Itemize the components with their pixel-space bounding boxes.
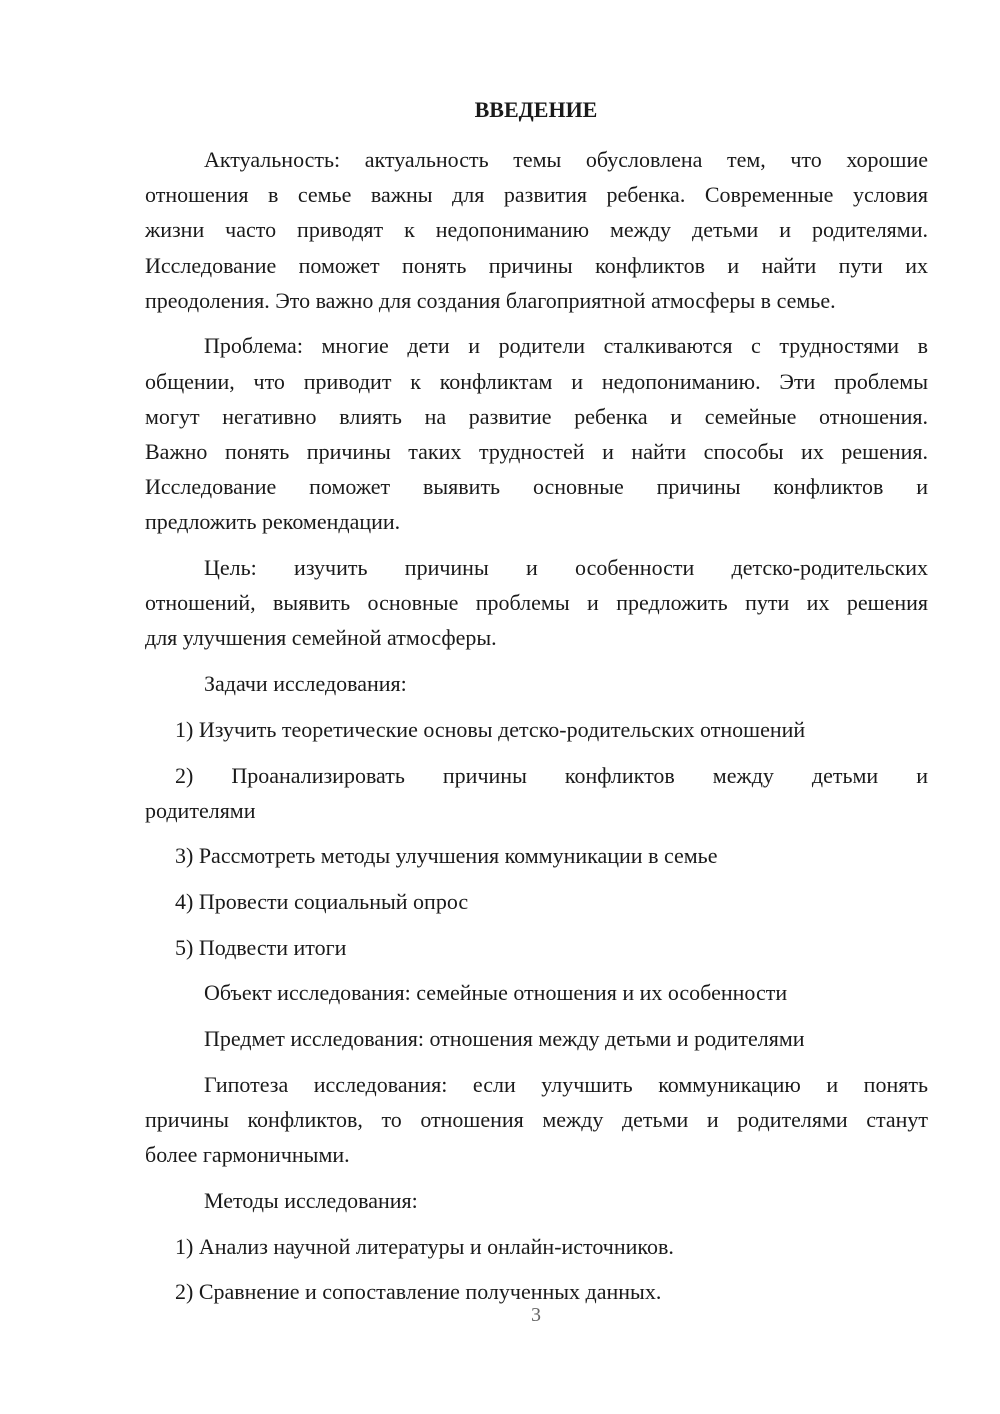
paragraph xyxy=(145,142,928,318)
text-line: родителями xyxy=(145,797,256,823)
text-line: могут негативно влиять на развитие ребенка и семейные отношения. xyxy=(145,403,928,429)
text-line: Исследование поможет выявить основные причины конфликтов и xyxy=(145,474,928,500)
paragraph xyxy=(145,328,928,539)
text-line: 1) Анализ научной литературы и онлайн-источников. xyxy=(175,1233,674,1259)
paragraph xyxy=(145,1021,928,1056)
text-line: Объект исследования: семейные отношения и их особенности xyxy=(204,980,788,1006)
text-line: 3) Рассмотреть методы улучшения коммуникации в семье xyxy=(175,843,718,869)
text-line: предложить рекомендации. xyxy=(145,509,401,535)
text-line: преодоления. Это важно для создания благоприятной атмосферы в семье. xyxy=(145,287,836,313)
text-line: причины конфликтов, то отношения между детьми и родителями станут xyxy=(145,1107,928,1132)
text-line: общении, что приводит к конфликтам и недопониманию. Эти проблемы xyxy=(145,368,928,394)
heading xyxy=(145,666,928,701)
text-line: более гармоничными. xyxy=(145,1142,350,1168)
page-title: ВВЕДЕНИЕ xyxy=(474,97,598,122)
text-line: Задачи исследования: xyxy=(204,671,407,697)
document-body xyxy=(145,142,928,1320)
paragraph xyxy=(145,1067,928,1173)
text-line: Актуальность: актуальность темы обусловлена тем, что хорошие xyxy=(204,147,928,172)
text-line: Цель: изучить причины и особенности детско-родительских xyxy=(204,555,928,581)
text-line: 1) Изучить теоретические основы детско-родительских отношений xyxy=(175,716,806,742)
list-item xyxy=(145,712,928,747)
text-line: Важно понять причины таких трудностей и найти способы их решения. xyxy=(145,439,928,464)
text-line: для улучшения семейной атмосферы. xyxy=(145,625,497,651)
list-item xyxy=(145,884,928,919)
list-item xyxy=(145,838,928,873)
text-line: отношения в семье важны для развития ребенка. Современные условия xyxy=(145,182,928,208)
heading xyxy=(145,1183,928,1218)
text-line: 4) Провести социальный опрос xyxy=(175,889,469,915)
text-line: жизни часто приводят к недопониманию между детьми и родителями. xyxy=(145,217,928,243)
text-line: Методы исследования: xyxy=(204,1187,418,1213)
text-line: Исследование поможет понять причины конфликтов и найти пути их xyxy=(145,252,928,278)
text-line: 2) Сравнение и сопоставление полученных данных. xyxy=(175,1279,662,1305)
text-line: Гипотеза исследования: если улучшить коммуникацию и понять xyxy=(204,1071,928,1097)
list-item xyxy=(145,758,928,828)
list-item xyxy=(145,930,928,965)
text-line: отношений, выявить основные проблемы и предложить пути их решения xyxy=(145,590,928,616)
text-line: Проблема: многие дети и родители сталкиваются с трудностями в xyxy=(204,333,928,359)
paragraph xyxy=(145,550,928,656)
text-line: 5) Подвести итоги xyxy=(175,934,347,960)
page-number: 3 xyxy=(531,1304,541,1326)
text-line: 2) Проанализировать причины конфликтов между детьми и xyxy=(175,762,928,788)
paragraph xyxy=(145,975,928,1010)
text-line: Предмет исследования: отношения между детьми и родителями xyxy=(204,1026,805,1052)
list-item xyxy=(145,1229,928,1264)
